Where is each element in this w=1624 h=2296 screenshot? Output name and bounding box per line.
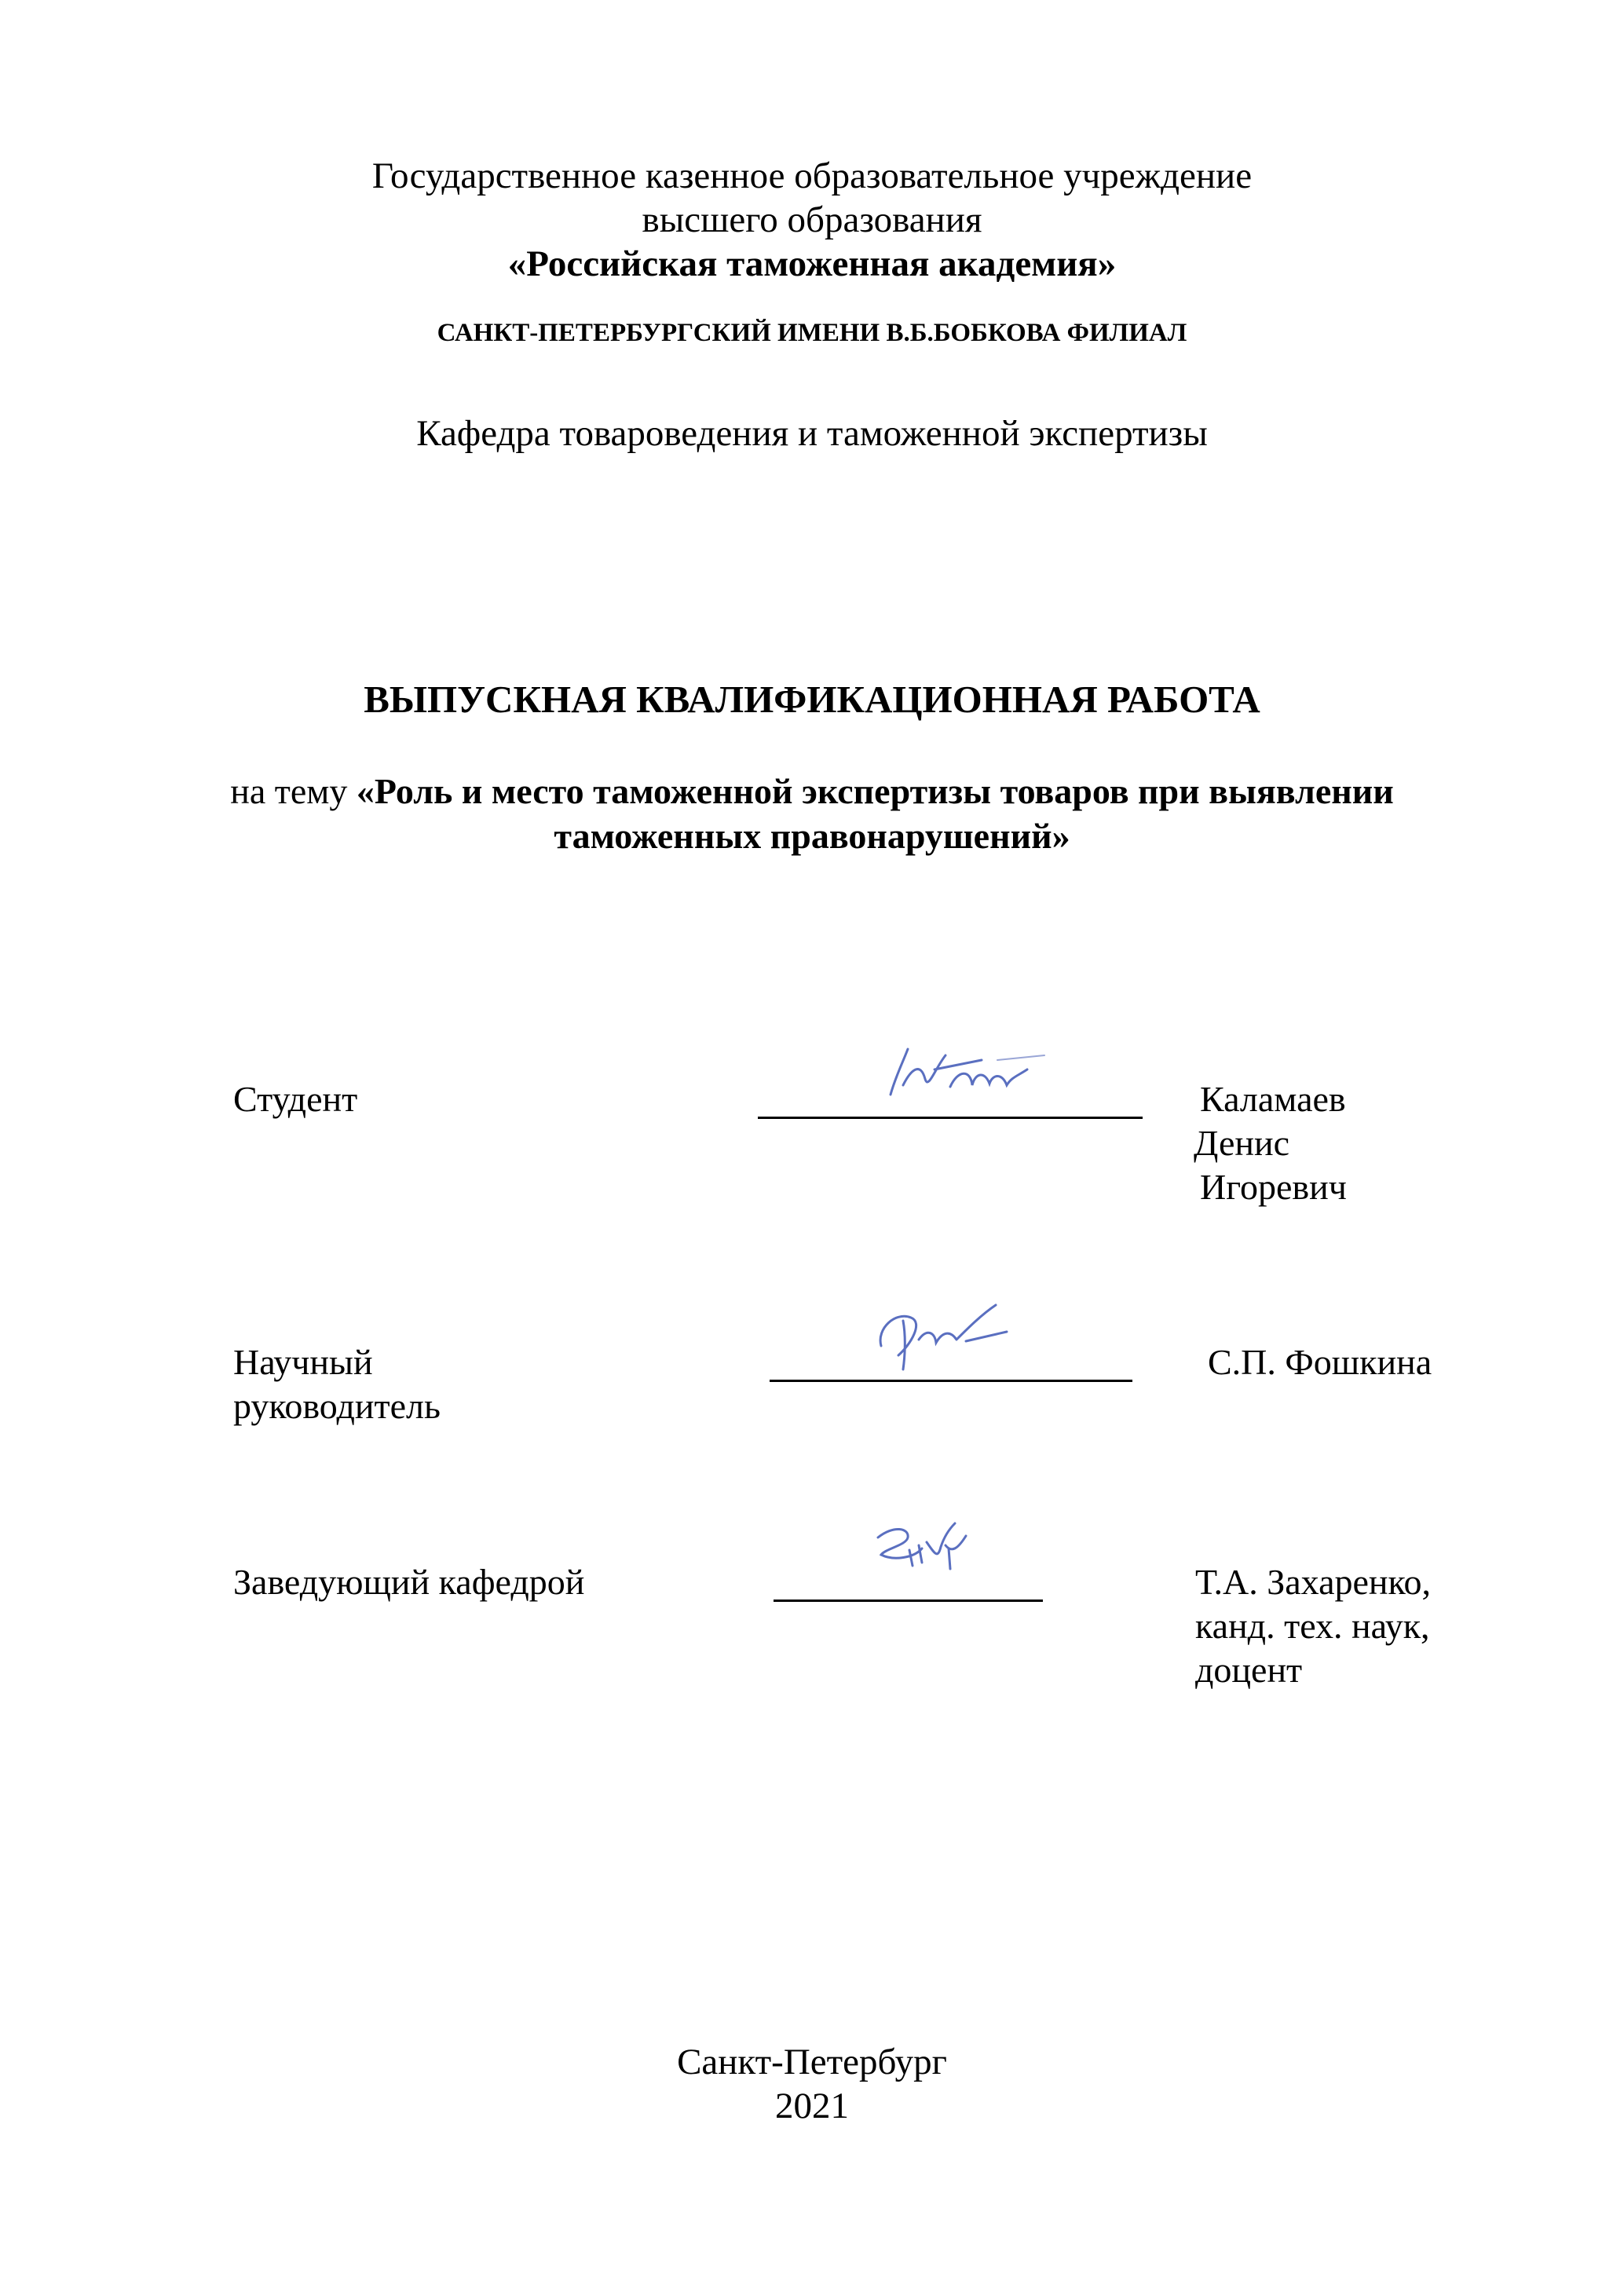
year: 2021: [775, 2086, 849, 2126]
academy-name: «Российская таможенная академия»: [507, 243, 1117, 284]
document-title: ВЫПУСКНАЯ КВАЛИФИКАЦИОННАЯ РАБОТА: [364, 678, 1260, 721]
student-signature: [880, 1038, 1060, 1109]
student-name-line-3: Игоревич: [1200, 1167, 1347, 1207]
supervisor-name: С.П. Фошкина: [1208, 1342, 1432, 1382]
topic-title-part2: таможенных правонарушений»: [554, 816, 1070, 856]
student-name-line-1: Каламаев: [1200, 1079, 1346, 1119]
topic-line-1: [0, 770, 1624, 813]
student-name-line-2: Денис: [1194, 1123, 1290, 1163]
student-signature-line: [758, 1117, 1143, 1119]
department-name: Кафедра товароведения и таможенной экспертизы: [416, 413, 1208, 454]
head-signature: [870, 1514, 980, 1577]
topic-prefix: на тему: [230, 771, 357, 811]
topic-title-part1: «Роль и место таможенной экспертизы товаров при выявлении: [356, 771, 1394, 811]
head-name-line-2: канд. тех. наук,: [1195, 1606, 1430, 1646]
head-signature-line: [774, 1600, 1043, 1602]
institution-level: высшего образования: [642, 199, 982, 240]
supervisor-signature-line: [770, 1380, 1132, 1382]
head-name-line-1: Т.А. Захаренко,: [1195, 1562, 1432, 1602]
branch-name: САНКТ-ПЕТЕРБУРГСКИЙ ИМЕНИ В.Б.БОБКОВА ФИЛИАЛ: [437, 319, 1187, 347]
supervisor-signature: [872, 1297, 1013, 1376]
student-role: Студент: [233, 1079, 358, 1119]
institution-type: Государственное казенное образовательное учреждение: [371, 155, 1253, 196]
supervisor-role-line-1: Научный: [233, 1342, 373, 1382]
city: Санкт-Петербург: [677, 2042, 947, 2082]
head-name-line-3: доцент: [1195, 1650, 1303, 1690]
head-role: Заведующий кафедрой: [233, 1562, 585, 1602]
supervisor-role-line-2: руководитель: [233, 1386, 441, 1426]
